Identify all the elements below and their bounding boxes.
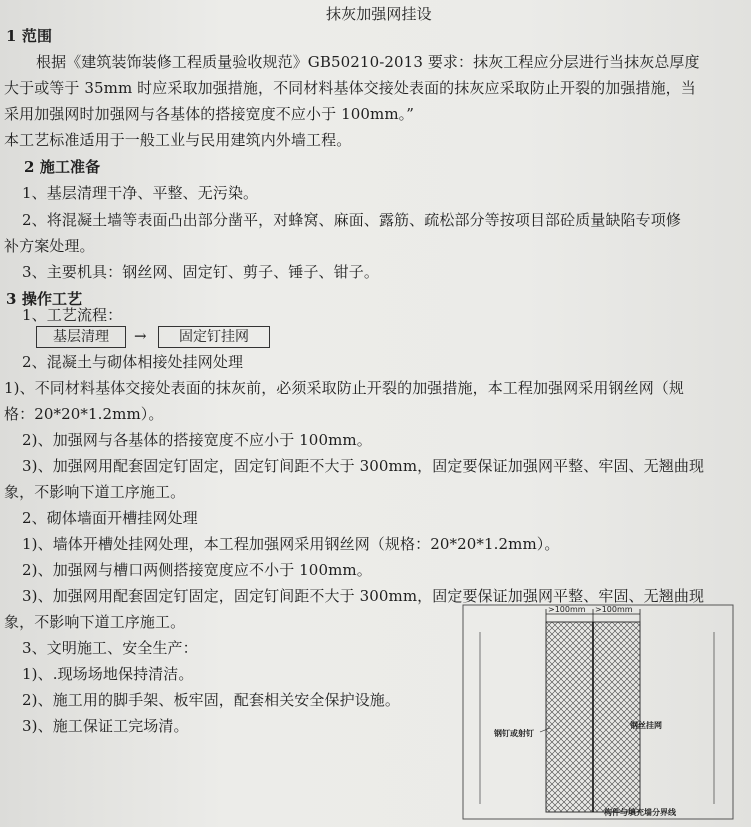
safety-item-3: 3)、施工保证工完场清。: [22, 717, 189, 735]
dim-left-label: >100mm: [548, 605, 586, 614]
process-flow-label: 1、工艺流程：: [22, 306, 123, 324]
section-2-item-1: 1、基层清理干净、平整、无污染。: [22, 184, 259, 202]
concrete-item-2: 2)、加强网与各基体的搭接宽度不应小于 100mm。: [22, 431, 372, 449]
flow-step-1: 基层清理: [36, 326, 126, 348]
document-title: 抹灰加强网挂设: [326, 5, 432, 23]
section-1-para-line-3: 采用加强网时加强网与各基体的搭接宽度不应小于 100mm。”: [4, 105, 415, 123]
groove-item-3-line-2: 象，不影响下道工序施工。: [4, 613, 186, 631]
concrete-item-1-line-2: 格：20*20*1.2mm）。: [4, 405, 164, 423]
mesh-label: 钢丝挂网: [630, 721, 662, 730]
section-2-item-2-line-2: 补方案处理。: [4, 237, 95, 255]
dim-right-label: >100mm: [595, 605, 633, 614]
flow-step-2: 固定钉挂网: [158, 326, 270, 348]
concrete-item-3-line-2: 象，不影响下道工序施工。: [4, 483, 186, 501]
section-1-scope: 本工艺标准适用于一般工业与民用建筑内外墙工程。: [4, 131, 352, 149]
section-3-heading: 3 操作工艺: [6, 290, 83, 308]
subsection-concrete-masonry: 2、混凝土与砌体相接处挂网处理: [22, 353, 244, 371]
joint-label: 构件与填充墙分界线: [604, 808, 676, 817]
section-1-para-line-2: 大于或等于 35mm 时应采取加强措施，不同材料基体交接处表面的抹灰应采取防止开裂的加强措施，当: [4, 79, 696, 97]
safety-item-1: 1)、.现场场地保持清洁。: [22, 665, 194, 683]
concrete-item-1-line-1: 1)、不同材料基体交接处表面的抹灰前，必须采取防止开裂的加强措施，本工程加强网采用钢丝网（规: [4, 379, 684, 397]
groove-item-2: 2)、加强网与槽口两侧搭接宽度应不小于 100mm。: [22, 561, 372, 579]
safety-item-2: 2)、施工用的脚手架、板牢固，配套相关安全保护设施。: [22, 691, 400, 709]
section-2-item-3: 3、主要机具：钢丝网、固定钉、剪子、锤子、钳子。: [22, 263, 379, 281]
groove-item-1: 1)、墙体开槽处挂网处理，本工程加强网采用钢丝网（规格：20*20*1.2mm）。: [22, 535, 560, 553]
section-2-heading: 2 施工准备: [24, 158, 101, 176]
nail-label: 钢钉或射钉: [494, 729, 534, 738]
subsection-safety: 3、文明施工、安全生产：: [22, 639, 198, 657]
concrete-item-3-line-1: 3)、加强网用配套固定钉固定，固定钉间距不大于 300mm，固定要保证加强网平整、牢固、无翘曲现: [22, 457, 705, 475]
subsection-masonry-groove: 2、砌体墙面开槽挂网处理: [22, 509, 198, 527]
section-1-heading: 1 范围: [6, 27, 53, 45]
groove-item-3-line-1: 3)、加强网用配套固定钉固定，固定钉间距不大于 300mm，固定要保证加强网平整、牢固、无翘曲现: [22, 587, 705, 605]
mesh-diagram: [462, 604, 734, 820]
flow-arrow: →: [134, 327, 147, 345]
section-2-item-2-line-1: 2、将混凝土墙等表面凸出部分凿平，对蜂窝、麻面、露筋、疏松部分等按项目部砼质量缺陷专项修: [22, 211, 681, 229]
section-1-para-line-1: 根据《建筑装饰装修工程质量验收规范》GB50210-2013 要求：抹灰工程应分层进行当抹灰总厚度: [36, 53, 700, 71]
